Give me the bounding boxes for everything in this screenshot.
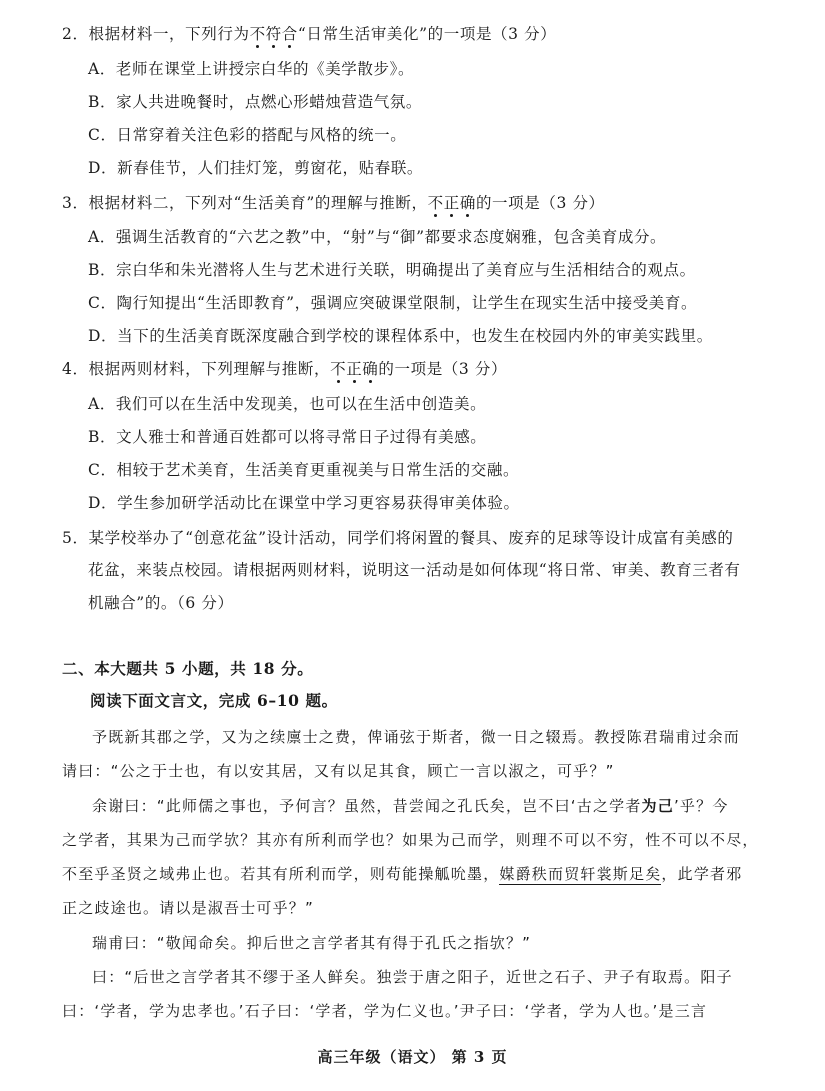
page-footer: 高三年级（语文） 第 3 页 <box>317 1048 508 1066</box>
question-3-stem <box>62 193 605 213</box>
passage-para-1-cont: 请曰：“公之于士也，有以安其居，又有以足其食，顾亡一言以淑之，可乎？” <box>62 762 615 780</box>
passage-para-2-line-3 <box>62 864 742 884</box>
emphasis-char: 不 <box>427 194 444 212</box>
emphasis-char: 确 <box>459 194 476 212</box>
section-2-instruction: 阅读下面文言文，完成 6–10 题。 <box>90 691 338 710</box>
emphasis-char: 合 <box>281 25 298 43</box>
passage-para-4-line-2: 曰：‘学者，学为忠孝也。’石子曰：‘学者，学为仁义也。’尹子曰：‘学者，学为人也。’是三言 <box>62 1002 708 1020</box>
passage-para-2-line-2: 之学者，其果为己而学欤？其亦有所利而学也？如果为己而学，则理不可以不穷，性不可以不尽， <box>62 831 759 849</box>
passage-text: 不至乎圣贤之域弗止也。若其有所利而学，则苟能操觚吮墨， <box>62 865 500 883</box>
passage-text: ，此学者邪 <box>661 865 743 883</box>
emphasis-char: 正 <box>443 194 460 212</box>
option-3a: A．强调生活教育的“六艺之教”中，“射”与“御”都要求态度娴雅，包含美育成分。 <box>88 228 667 246</box>
question-3-prefix: 3．根据材料二，下列对“生活美育”的理解与推断， <box>62 194 428 212</box>
question-2-stem <box>62 24 556 44</box>
passage-para-2-line-1 <box>92 796 729 816</box>
section-2-heading: 二、本大题共 5 小题，共 18 分。 <box>62 659 314 678</box>
option-2b: B．家人共进晚餐时，点燃心形蜡烛营造气氛。 <box>88 93 422 111</box>
question-3-suffix: 的一项是（3 分） <box>475 194 605 212</box>
option-3b: B．宗白华和朱光潜将人生与艺术进行关联，明确提出了美育应与生活相结合的观点。 <box>88 261 696 279</box>
question-4-suffix: 的一项是（3 分） <box>378 360 508 378</box>
option-4a: A．我们可以在生活中发现美，也可以在生活中创造美。 <box>88 395 487 413</box>
question-2-suffix: “日常生活审美化”的一项是（3 分） <box>297 25 557 43</box>
passage-text: 余谢曰：“此师儒之事也，予何言？虽然，昔尝闻之孔氏矣，岂不曰‘古之学者 <box>92 797 642 815</box>
passage-para-3: 瑞甫曰：“敬闻命矣。抑后世之言学者其有得于孔氏之指欤？” <box>92 934 532 952</box>
question-4-prefix: 4．根据两则材料，下列理解与推断， <box>62 360 331 378</box>
option-2c: C．日常穿着关注色彩的搭配与风格的统一。 <box>88 126 407 144</box>
passage-text: ’乎？今 <box>673 797 729 815</box>
emphasis-char: 符 <box>265 25 282 43</box>
question-2-prefix: 2．根据材料一，下列行为 <box>62 25 250 43</box>
option-4c: C．相较于艺术美育，生活美育更重视美与日常生活的交融。 <box>88 461 520 479</box>
underlined-sentence: 媒爵秩而贸轩裳斯足矣 <box>499 865 662 883</box>
question-5-line-1: 5．某学校举办了“创意花盆”设计活动，同学们将闲置的餐具、废弃的足球等设计成富有美感的 <box>62 529 734 547</box>
bold-phrase: 为己 <box>641 797 674 815</box>
emphasis-char: 确 <box>362 360 379 378</box>
passage-para-1: 予既新其郡之学，又为之续廪士之费，俾诵弦于斯者，微一日之辍焉。教授陈君瑞甫过余而 <box>92 728 741 746</box>
option-3c: C．陶行知提出“生活即教育”，强调应突破课堂限制，让学生在现实生活中接受美育。 <box>88 294 698 312</box>
question-5-line-3: 机融合”的。（6 分） <box>88 594 234 612</box>
option-4b: B．文人雅士和普通百姓都可以将寻常日子过得有美感。 <box>88 428 487 446</box>
option-3d: D．当下的生活美育既深度融合到学校的课程体系中，也发生在校园内外的审美实践里。 <box>88 327 713 345</box>
option-2d: D．新春佳节，人们挂灯笼，剪窗花，贴春联。 <box>88 159 424 177</box>
passage-para-4-line-1: 曰：“后世之言学者其不缪于圣人鲜矣。独尝于唐之阳子，近世之石子、尹子有取焉。阳子 <box>92 968 733 986</box>
passage-para-2-line-4: 正之歧途也。请以是淑吾士可乎？” <box>62 899 314 917</box>
option-4d: D．学生参加研学活动比在课堂中学习更容易获得审美体验。 <box>88 494 520 512</box>
emphasis-char: 不 <box>249 25 266 43</box>
option-2a: A．老师在课堂上讲授宗白华的《美学散步》。 <box>88 60 415 78</box>
emphasis-char: 正 <box>346 360 363 378</box>
question-5-line-2: 花盆，来装点校园。请根据两则材料，说明这一活动是如何体现“将日常、审美、教育三者有 <box>88 561 741 579</box>
question-4-stem <box>62 359 507 379</box>
emphasis-char: 不 <box>330 360 347 378</box>
